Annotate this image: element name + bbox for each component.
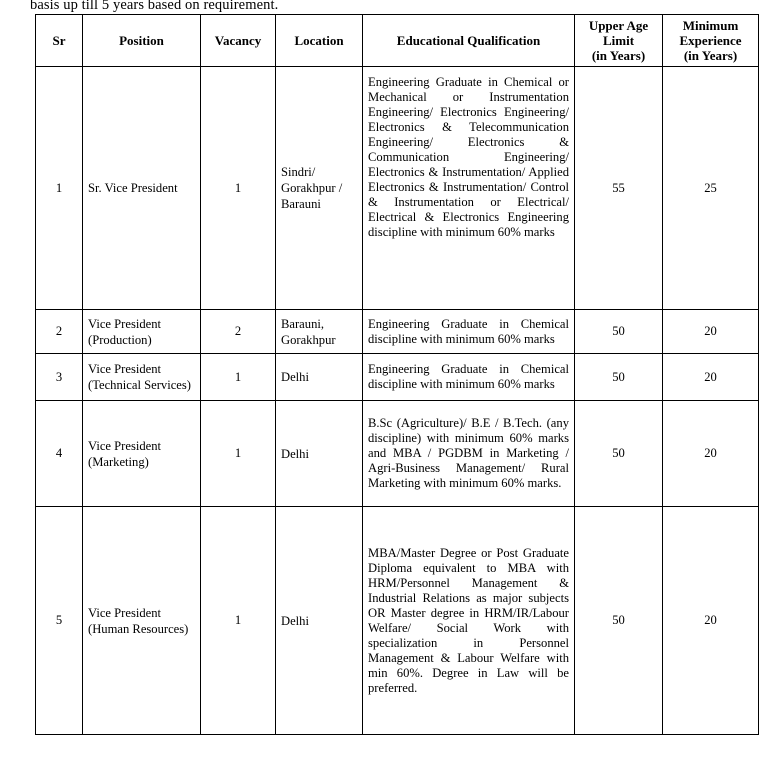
cell-min-experience: 20 bbox=[663, 401, 759, 507]
cell-education: B.Sc (Agriculture)/ B.E / B.Tech. (any discipline) with minimum 60% marks and MBA / PGDBM in Marketing / Agri-Business Management/ Rural Marketing with minimum 60% marks. bbox=[363, 401, 575, 507]
cell-min-experience: 25 bbox=[663, 67, 759, 310]
cell-sr: 4 bbox=[36, 401, 83, 507]
cell-min-experience: 20 bbox=[663, 507, 759, 735]
column-header-location: Location bbox=[276, 15, 363, 67]
cell-vacancy: 2 bbox=[201, 310, 276, 354]
cell-location: Delhi bbox=[276, 507, 363, 735]
table-row bbox=[36, 310, 759, 354]
column-header-position: Position bbox=[83, 15, 201, 67]
cell-upper-age: 50 bbox=[575, 354, 663, 401]
cell-min-experience: 20 bbox=[663, 354, 759, 401]
cell-upper-age: 50 bbox=[575, 310, 663, 354]
cell-location: Sindri/ Gorakhpur / Barauni bbox=[276, 67, 363, 310]
min-exp-line2: Experience bbox=[679, 33, 742, 48]
column-header-education: Educational Qualification bbox=[363, 15, 575, 67]
upper-age-line3: (in Years) bbox=[591, 48, 646, 63]
table-body bbox=[36, 67, 759, 735]
cell-vacancy: 1 bbox=[201, 67, 276, 310]
table-header bbox=[36, 15, 759, 67]
column-header-vacancy: Vacancy bbox=[201, 15, 276, 67]
cell-education: Engineering Graduate in Chemical discipline with minimum 60% marks bbox=[363, 354, 575, 401]
cell-education: Engineering Graduate in Chemical or Mechanical or Instrumentation Engineering/ Electronics Engineering/ Electronics & Telecommunication Engineering/ Electronics & Communication Engineering/ Electronics & Instrumentation/ Applied Electronics & Instrumentation/ Control & Instrumentation or Electrical/ Electrical & Electronics Engineering discipline with minimum 60% marks bbox=[363, 67, 575, 310]
min-exp-line1: Minimum bbox=[682, 18, 739, 33]
cell-position: Vice President (Human Resources) bbox=[83, 507, 201, 735]
cell-upper-age: 50 bbox=[575, 507, 663, 735]
cell-sr: 2 bbox=[36, 310, 83, 354]
cell-vacancy: 1 bbox=[201, 507, 276, 735]
column-header-upper-age-limit bbox=[575, 15, 663, 67]
table-row bbox=[36, 67, 759, 310]
cell-position: Vice President (Marketing) bbox=[83, 401, 201, 507]
cell-sr: 5 bbox=[36, 507, 83, 735]
table-row bbox=[36, 401, 759, 507]
column-header-sr: Sr bbox=[36, 15, 83, 67]
cell-position: Sr. Vice President bbox=[83, 67, 201, 310]
table-row bbox=[36, 354, 759, 401]
upper-age-line2: Limit bbox=[602, 33, 635, 48]
cell-location: Delhi bbox=[276, 354, 363, 401]
vacancy-table bbox=[35, 14, 759, 735]
min-exp-line3: (in Years) bbox=[683, 48, 738, 63]
cell-min-experience: 20 bbox=[663, 310, 759, 354]
cell-location: Barauni, Gorakhpur bbox=[276, 310, 363, 354]
cell-sr: 3 bbox=[36, 354, 83, 401]
cell-position: Vice President (Technical Services) bbox=[83, 354, 201, 401]
cell-education: MBA/Master Degree or Post Graduate Diploma equivalent to MBA with HRM/Personnel Management & Industrial Relations as major subjects OR Master degree in HRM/IR/Labour Welfare/ Social Work with specialization in Personnel Management & Labour Welfare with min 60%. Degree in Law will be preferred. bbox=[363, 507, 575, 735]
cell-position: Vice President (Production) bbox=[83, 310, 201, 354]
cell-upper-age: 55 bbox=[575, 67, 663, 310]
column-header-minimum-experience bbox=[663, 15, 759, 67]
upper-age-line1: Upper Age bbox=[588, 18, 649, 33]
table-row bbox=[36, 507, 759, 735]
cell-vacancy: 1 bbox=[201, 354, 276, 401]
cell-location: Delhi bbox=[276, 401, 363, 507]
cell-vacancy: 1 bbox=[201, 401, 276, 507]
cell-education: Engineering Graduate in Chemical discipline with minimum 60% marks bbox=[363, 310, 575, 354]
cell-sr: 1 bbox=[36, 67, 83, 310]
intro-paragraph: basis up till 5 years based on requirement. bbox=[30, 0, 279, 13]
table-header-row bbox=[36, 15, 759, 67]
cell-upper-age: 50 bbox=[575, 401, 663, 507]
